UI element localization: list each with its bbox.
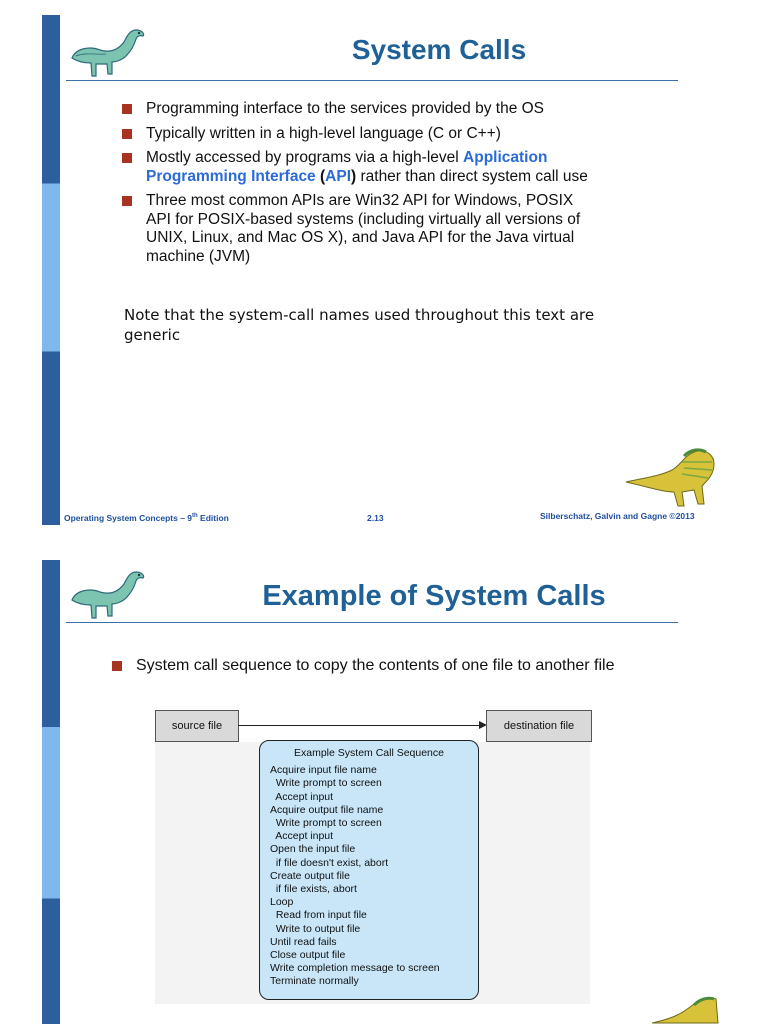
slide-title: Example of System Calls — [262, 580, 606, 612]
bullet-square-icon — [122, 196, 132, 206]
bullet-item — [120, 125, 600, 144]
bullet-text: Programming interface to the services provided by the OS — [146, 100, 545, 117]
bullet-list — [120, 100, 600, 272]
bullet-item — [120, 100, 600, 119]
source-file-box: source file — [155, 710, 239, 742]
dinosaur-illustration-icon — [650, 993, 720, 1024]
sequence-title: Example System Call Sequence — [294, 747, 444, 759]
system-call-sequence-box — [259, 740, 479, 1000]
footer-book-title — [64, 513, 229, 523]
sequence-line: Until read fails — [270, 935, 337, 948]
sequence-line: Loop — [270, 896, 294, 909]
bullet-text: Mostly accessed by programs via a high-level — [146, 149, 464, 166]
footer-authors: Silberschatz, Galvin and Gagne ©2013 — [540, 511, 695, 521]
bullet-text: ( — [315, 167, 326, 185]
copy-arrow — [238, 725, 481, 726]
bullet-text: Typically written in a high-level language (C or C++) — [146, 124, 501, 142]
slide-title: System Calls — [351, 34, 527, 65]
sequence-line: Accept input — [270, 830, 334, 843]
title-divider — [66, 622, 678, 623]
title-divider — [66, 80, 678, 81]
sequence-line: Write prompt to screen — [270, 777, 382, 790]
sequence-line: Terminate normally — [270, 975, 359, 988]
sequence-line: Accept input — [270, 790, 334, 803]
footer-page-number: 2.13 — [367, 513, 384, 523]
bullet-square-icon — [122, 153, 132, 163]
slide-example-system-calls — [0, 560, 768, 1024]
footer-book-title-text: Operating System Concepts – 9 — [64, 513, 193, 523]
bullet-item — [110, 656, 696, 676]
sequence-line: Acquire input file name — [270, 764, 377, 777]
slide-sidebar — [42, 560, 60, 1024]
bullet-text: Three most common APIs are Win32 API for Windows, POSIX API for POSIX-based systems (including virtually all versions of UNIX, Linux, and Mac OS X), and Java API for the Java virtual machine (JVM) — [146, 192, 581, 265]
sequence-line: Write prompt to screen — [270, 817, 382, 830]
bullet-text: API — [325, 167, 351, 185]
bullet-item — [120, 149, 600, 186]
bullet-item — [120, 192, 600, 266]
sequence-line: Close output file — [270, 949, 346, 962]
sequence-line: if file doesn't exist, abort — [270, 856, 389, 869]
sequence-line: Read from input file — [270, 909, 367, 922]
sequence-line: Acquire output file name — [270, 803, 384, 816]
bullet-square-icon — [122, 129, 132, 139]
bullet-text: System call sequence to copy the contents of one file to another file — [136, 657, 615, 674]
sequence-line: Write completion message to screen — [270, 962, 440, 975]
sequence-line: if file exists, abort — [270, 883, 357, 896]
dinosaur-illustration-icon — [624, 446, 719, 510]
sequence-line: Write to output file — [270, 922, 361, 935]
note-text: Note that the system-call names used throughout this text are generic — [124, 306, 595, 344]
sequence-line: Create output file — [270, 869, 350, 882]
system-call-diagram — [155, 708, 595, 1008]
sequence-lines — [270, 764, 468, 988]
footer-edition: Edition — [197, 513, 229, 523]
destination-file-box: destination file — [486, 710, 592, 742]
bullet-text: rather than direct system call use — [356, 167, 588, 185]
bullet-square-icon — [122, 104, 132, 114]
bullet-square-icon — [112, 661, 122, 671]
bullet-text: Application Programming Interface — [146, 149, 548, 185]
sequence-line: Open the input file — [270, 843, 356, 856]
footer-sup: th — [192, 513, 198, 520]
slide-sidebar — [42, 15, 60, 525]
bullet-text: ) — [351, 167, 357, 185]
